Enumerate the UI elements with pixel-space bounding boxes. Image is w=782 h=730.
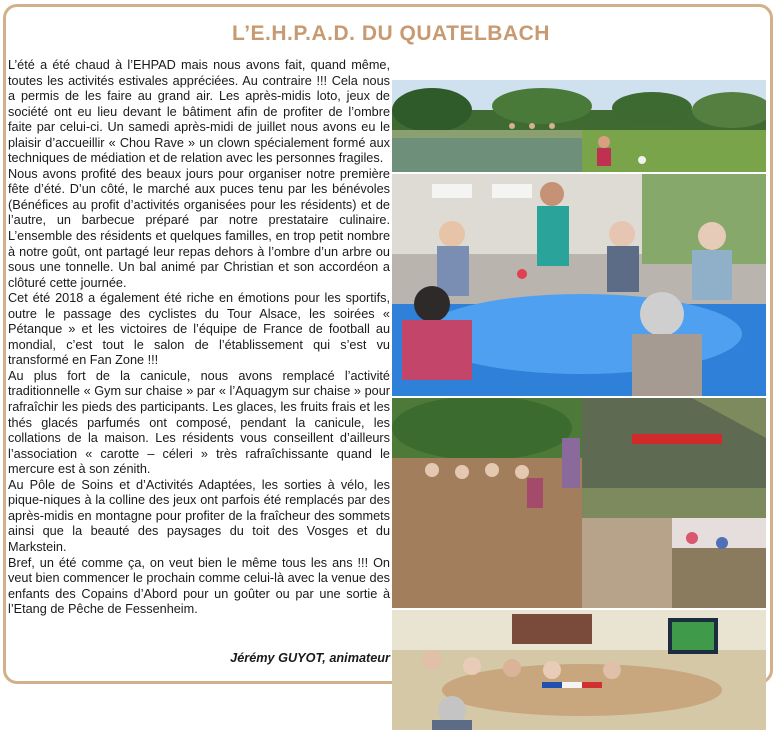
article-title: L’E.H.P.A.D. DU QUATELBACH [232, 22, 550, 45]
paragraph-6: Bref, un été comme ça, on veut bien le même tous les ans !!! On veut bien commencer le prochain comme celui-là avec la venue des enfants des Copains d’Abord pour un goûter ou par une sortie à l’Etang de Pêche de Fessenheim. [8, 555, 390, 617]
paragraph-5: Au Pôle de Soins et d’Activités Adaptées, les sorties à vélo, les pique-niques à la colline des jeux ont parfois été remplacés par des après-midis en montagne pour profiter de la fraîcheur des sommets ainsi que la beauté des paysages du toit des Vosges et du Markstein. [8, 477, 390, 554]
paragraph-1: L’été a été chaud à l’EHPAD mais nous avons fait, quand même, toutes les activités estivales appréciées. Au contraire !!! Cela nous a permis de les faire au grand air. Les après-midis loto, jeux de société ont eu lieu devant le bâtiment afin de profiter de l’ombre faite par celui-ci. Un samedi après-midi de juillet nous avons eu le plaisir d’accueillir « Chou Rave » un clown spécialement formé aux techniques de médiation et de relation avec les personnes fragiles. [8, 58, 390, 166]
photo-aquagym [392, 174, 766, 396]
paragraph-4: Au plus fort de la canicule, nous avons remplacé l’activité traditionnelle « Gym sur chaise » par « l’Aquagym sur chaise » pour rafraîchir les pieds des participants. Les glaces, les fruits frais et les thés glacés parfumés ont composé, pendant la canicule, les collations de la maison. Les résidents vous conseillent d’ailleurs l’association « carotte – céleri » très rafraîchissante quand le mercure est à son zénith. [8, 368, 390, 477]
paragraph-3: Cet été 2018 a également été riche en émotions pour les sportifs, outre le passage des cyclistes du Tour Alsace, les soirées « Pétanque » et les victoires de l’équipe de France de football au mondial, c’est tout le salon de l’établissement qui s’est vu transformé en Fan Zone !!! [8, 291, 390, 368]
photo-pond-outing [392, 80, 766, 172]
photo-summer-party [392, 398, 766, 608]
photo-fan-zone [392, 610, 766, 730]
signature: Jérémy GUYOT, animateur [230, 651, 390, 665]
photo-column [392, 80, 766, 650]
paragraph-2: Nous avons profité des beaux jours pour organiser notre première fête d’été. D’un côté, le marché aux puces tenu par les bénévoles (Bénéfices au profit d’activités organisées pour les résidents) et de l’autre, un barbecue préparé par notre prestataire culinaire. L’ensemble des résidents et quelques familles, en trop petit nombre à notre goût, ont partagé leur repas dehors à l’ombre d’un arbre ou sous une tonnelle. Un bal animé par Christian et son accordéon a clôturé cette journée. [8, 166, 390, 290]
article-body [8, 58, 390, 618]
